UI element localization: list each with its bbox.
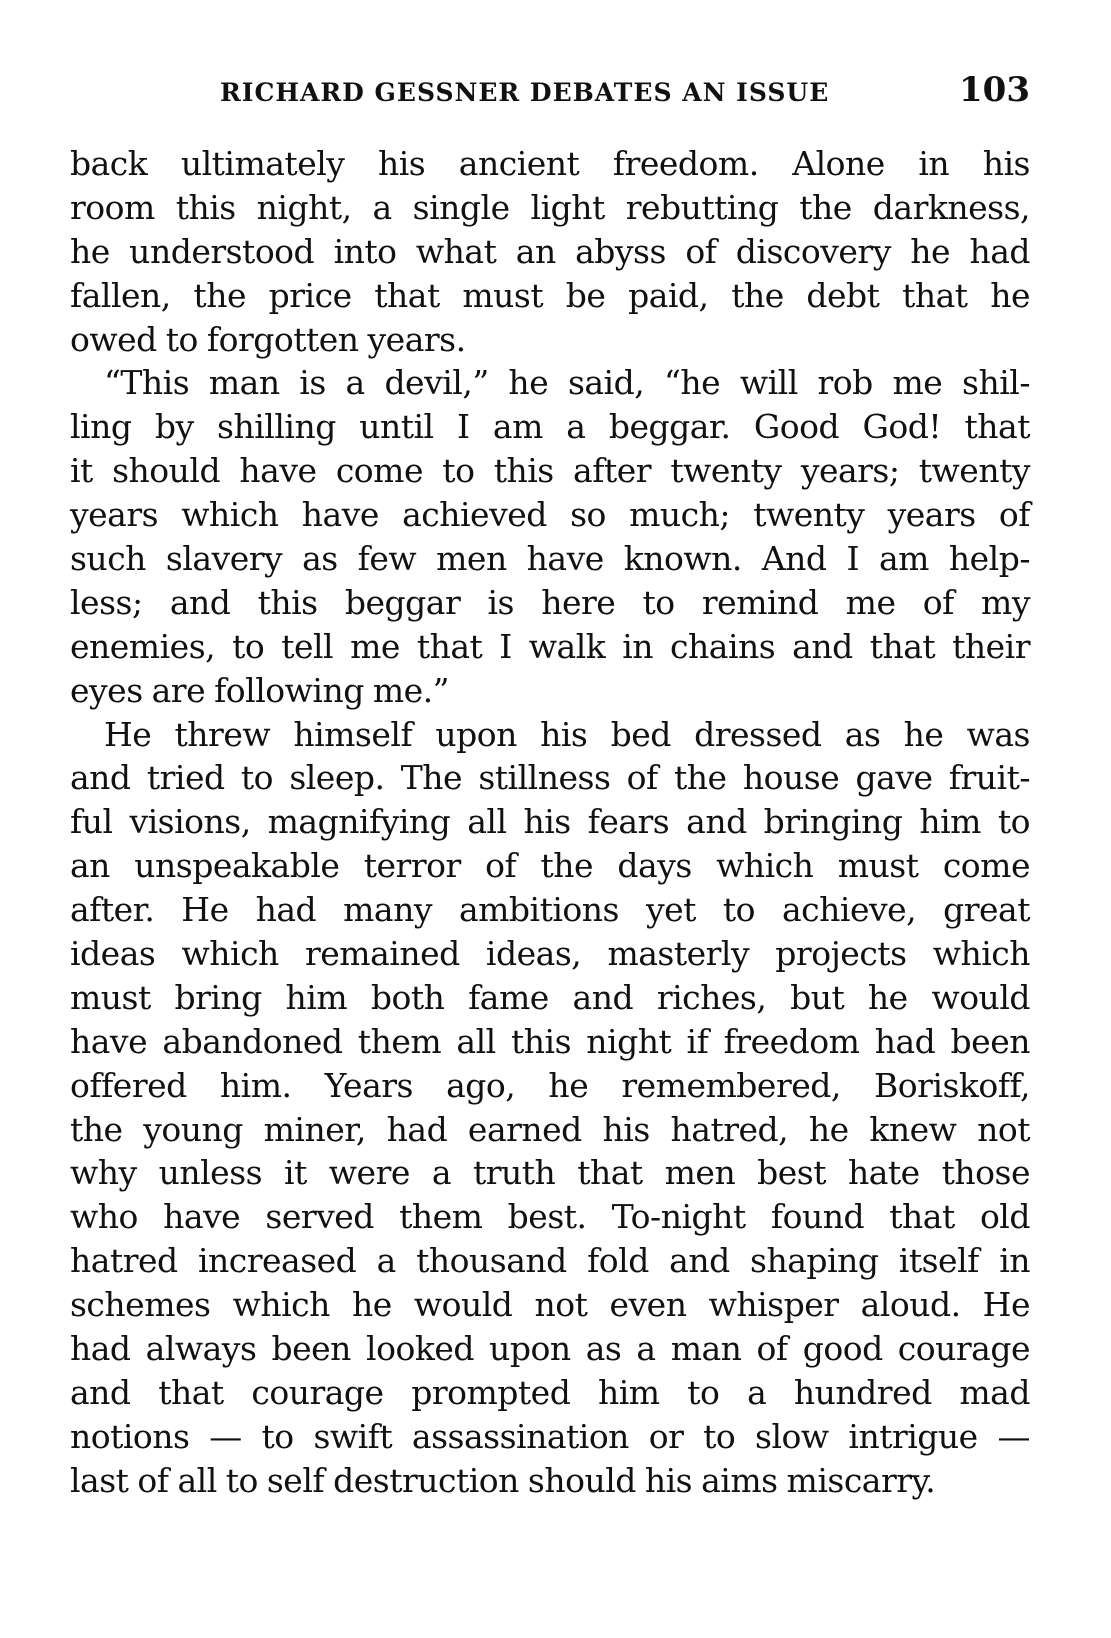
text-line: such slavery as few men have known. And I am help- bbox=[70, 539, 1030, 579]
text-line: it should have come to this after twenty years; twenty bbox=[70, 451, 1030, 491]
text-line: had always been looked upon as a man of good courage bbox=[70, 1329, 1030, 1369]
running-title: RICHARD GESSNER DEBATES AN ISSUE bbox=[220, 78, 830, 107]
page-number: 103 bbox=[959, 70, 1030, 110]
text-line: He threw himself upon his bed dressed as he was bbox=[104, 714, 1030, 754]
text-line: who have served them best. To-night found that old bbox=[70, 1197, 1030, 1237]
text-line: years which have achieved so much; twenty years of bbox=[70, 495, 1030, 535]
text-line: he understood into what an abyss of discovery he had bbox=[70, 231, 1030, 271]
text-line: offered him. Years ago, he remembered, Boriskoff, bbox=[70, 1065, 1030, 1105]
text-line: “This man is a devil,” he said, “he will rob me shil- bbox=[104, 363, 1030, 403]
text-line: must bring him both fame and riches, but he would bbox=[70, 977, 1030, 1017]
running-head bbox=[70, 72, 1030, 112]
text-line: the young miner, had earned his hatred, he knew not bbox=[70, 1109, 1030, 1149]
text-line: schemes which he would not even whisper aloud. He bbox=[70, 1285, 1030, 1325]
text-line: back ultimately his ancient freedom. Alone in his bbox=[70, 144, 1030, 183]
body-text bbox=[70, 142, 1030, 1503]
text-line: after. He had many ambitions yet to achieve, great bbox=[70, 890, 1030, 930]
text-line: and that courage prompted him to a hundred mad bbox=[70, 1372, 1030, 1412]
text-line: why unless it were a truth that men best hate those bbox=[70, 1153, 1030, 1193]
text-line: ful visions, magnifying all his fears and bringing him to bbox=[70, 802, 1030, 842]
text-line: have abandoned them all this night if freedom had been bbox=[70, 1021, 1030, 1061]
text-line: ling by shilling until I am a beggar. Good God! that bbox=[70, 407, 1030, 447]
text-line: enemies, to tell me that I walk in chains and that their bbox=[70, 626, 1030, 666]
text-line: room this night, a single light rebutting the darkness, bbox=[70, 187, 1030, 227]
text-line: fallen, the price that must be paid, the debt that he bbox=[70, 275, 1030, 315]
text-line: and tried to sleep. The stillness of the house gave fruit- bbox=[70, 758, 1030, 798]
text-line: notions — to swift assassination or to slow intrigue — bbox=[70, 1416, 1030, 1456]
text-line: last of all to self destruction should his aims miscarry. bbox=[70, 1460, 936, 1500]
text-line: an unspeakable terror of the days which must come bbox=[70, 846, 1030, 886]
text-line: hatred increased a thousand fold and shaping itself in bbox=[70, 1241, 1030, 1281]
text-line: owed to forgotten years. bbox=[70, 319, 466, 359]
text-line: eyes are following me.” bbox=[70, 670, 450, 710]
text-line: ideas which remained ideas, masterly projects which bbox=[70, 934, 1030, 974]
text-line: less; and this beggar is here to remind me of my bbox=[70, 582, 1030, 622]
